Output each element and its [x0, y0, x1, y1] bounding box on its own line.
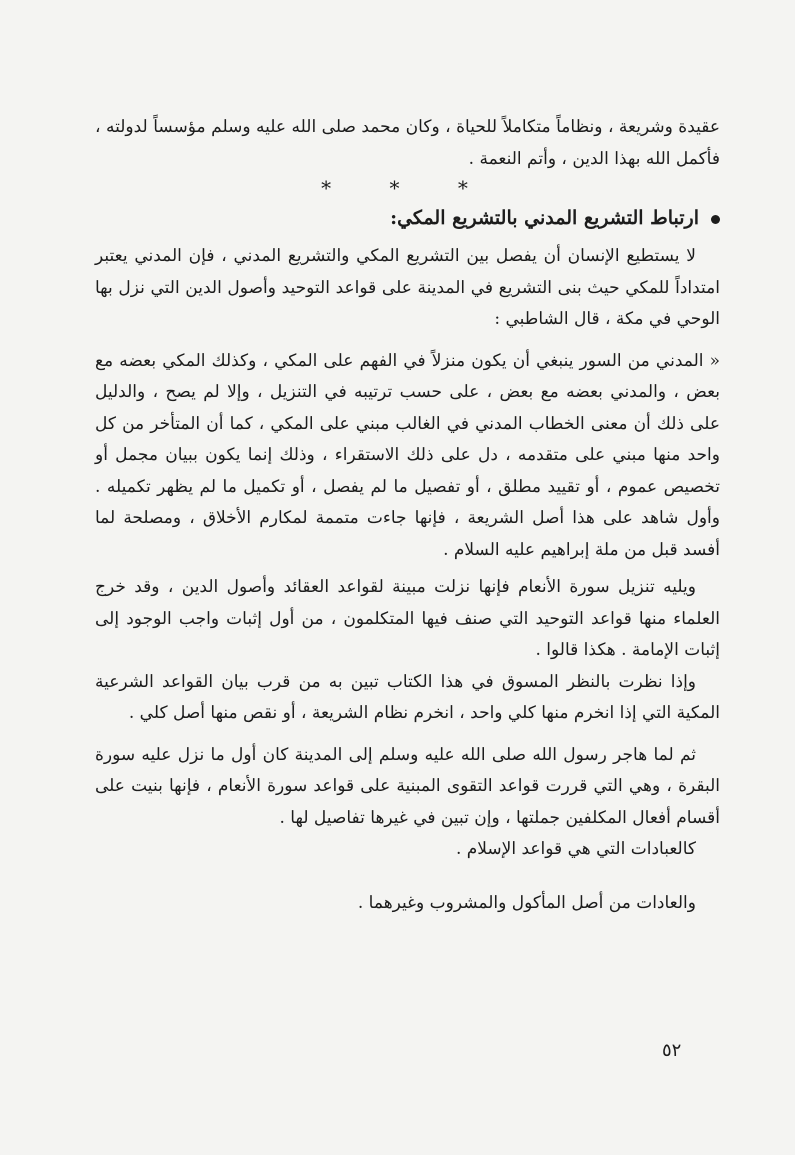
page-body [95, 112, 720, 919]
bullet-icon [711, 215, 720, 224]
section-heading-text: ارتباط التشريع المدني بالتشريع المكي: [390, 207, 699, 229]
intro-paragraph: عقيدة وشريعة ، ونظاماً متكاملاً للحياة ، وكان محمد صلى الله عليه وسلم مؤسساً لدولته ، فأكمل الله بهذا الدين ، وأتم النعمة . [95, 117, 720, 169]
paragraph-2: ويليه تنزيل سورة الأنعام فإنها نزلت مبينة لقواعد العقائد وأصول الدين ، وقد خرج العلماء منها قواعد التوحيد التي صنف فيها المتكلمون ، من أول إثبات واجب الوجود إلى إثبات الإمامة . هكذا قالوا . [95, 577, 720, 660]
paragraph-6: والعادات من أصل المأكول والمشروب وغيرهما . [357, 892, 696, 913]
paragraph-4: ثم لما هاجر رسول الله صلى الله عليه وسلم إلى المدينة كان أول ما نزل عليه سورة البقرة ، وهي التي قررت قواعد التقوى المبنية على قواعد سورة الأنعام ، فإنها بنيت على أقسام أفعال المكلفين جملتها ، وإن تبين في غيرها تفاصيل لها . [95, 744, 720, 828]
spacer [95, 866, 720, 888]
page-number: ٥٢ [662, 1040, 682, 1061]
shatibi-quote: « المدني من السور ينبغي أن يكون منزلاً في الفهم على المكي ، وكذلك المكي بعضه مع بعض ، والمدني بعضه مع بعض ، على حسب ترتيبه في التنزيل ، وإلا لم يصح ، والدليل على ذلك أن معنى الخطاب المدني في الغالب مبني على المكي ، كما أن المتأخر من كل واحد منها مبني على متقدمه ، دل على ذلك الاستقراء ، وذلك إنما يكون ببيان مجمل أو تخصيص عموم ، أو تقييد مطلق ، أو تفصيل ما لم يفصل ، أو تكميل ما لم يظهر تكميله . وأول شاهد على هذا أصل الشريعة ، فإنها جاءت متممة لمكارم الأخلاق ، ومصلحة لما أفسد قبل من ملة إبراهيم عليه السلام . [95, 350, 720, 560]
paragraph-1: لا يستطيع الإنسان أن يفصل بين التشريع المكي والتشريع المدني ، فإن المدني يعتبر امتداداً للمكي حيث بنى التشريع في المدينة على قواعد التوحيد وأصول الدين التي نزل بها الوحي في مكة ، قال الشاطبي : [95, 246, 720, 329]
section-separator: * * * [321, 176, 494, 200]
section-heading [95, 201, 720, 235]
spacer [95, 336, 720, 346]
paragraph-5: كالعبادات التي هي قواعد الإسلام . [455, 839, 696, 859]
paragraph-3: وإذا نظرت بالنظر المسوق في هذا الكتاب تبين به من قرب بيان القواعد الشرعية المكية التي إذا انخرم منها كلي واحد ، انخرم نظام الشريعة ، أو نقص منها أصل كلي . [95, 671, 720, 723]
spacer [95, 730, 720, 740]
